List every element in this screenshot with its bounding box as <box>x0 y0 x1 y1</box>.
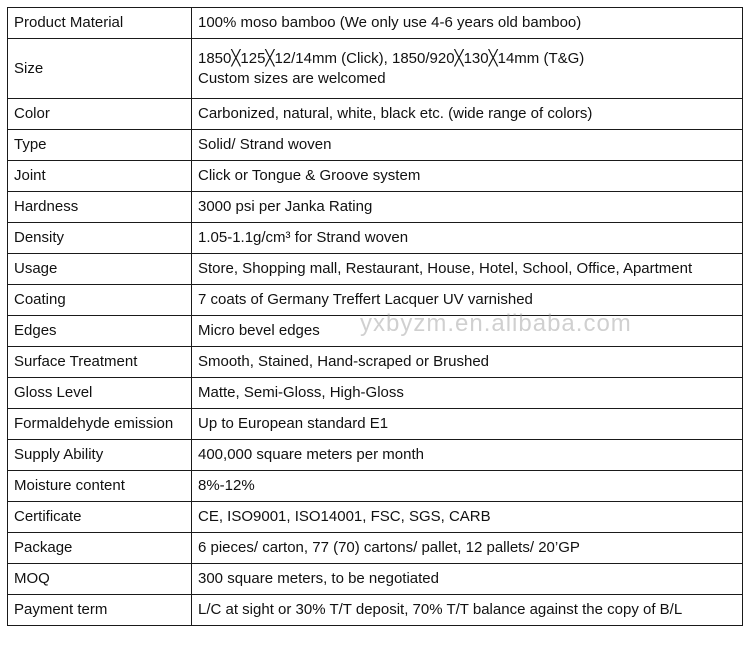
size-custom-note: Custom sizes are welcomed <box>198 69 386 87</box>
row-label-formaldehyde-emission: Formaldehyde emission <box>8 409 192 440</box>
table-row <box>8 285 743 316</box>
row-label-payment-term: Payment term <box>8 595 192 626</box>
row-label-hardness: Hardness <box>8 192 192 223</box>
row-value-hardness: 3000 psi per Janka Rating <box>192 192 743 223</box>
row-value-package: 6 pieces/ carton, 77 (70) cartons/ pallet, 12 pallets/ 20’GP <box>192 533 743 564</box>
row-value-formaldehyde-emission: Up to European standard E1 <box>192 409 743 440</box>
row-value-moq: 300 square meters, to be negotiated <box>192 564 743 595</box>
table-row <box>8 161 743 192</box>
row-label-surface-treatment: Surface Treatment <box>8 347 192 378</box>
row-label-gloss-level: Gloss Level <box>8 378 192 409</box>
row-label-certificate: Certificate <box>8 502 192 533</box>
row-value-gloss-level: Matte, Semi-Gloss, High-Gloss <box>192 378 743 409</box>
row-label-product-material: Product Material <box>8 8 192 39</box>
row-value-payment-term: L/C at sight or 30% T/T deposit, 70% T/T balance against the copy of B/L <box>192 595 743 626</box>
watermark: yxbyzm.en.alibaba.com <box>360 310 632 337</box>
row-value-usage: Store, Shopping mall, Restaurant, House, Hotel, School, Office, Apartment <box>192 254 743 285</box>
row-label-package: Package <box>8 533 192 564</box>
row-label-size: Size <box>8 39 192 99</box>
row-value-type: Solid/ Strand woven <box>192 130 743 161</box>
row-label-moq: MOQ <box>8 564 192 595</box>
row-label-type: Type <box>8 130 192 161</box>
table-row <box>8 347 743 378</box>
size-dimensions: 1850╳125╳12/14mm (Click), 1850/920╳130╳14mm (T&G) <box>198 49 585 67</box>
row-label-moisture-content: Moisture content <box>8 471 192 502</box>
row-label-edges: Edges <box>8 316 192 347</box>
row-value-coating: 7 coats of Germany Treffert Lacquer UV varnished <box>192 285 743 316</box>
table-row <box>8 440 743 471</box>
table-row <box>8 378 743 409</box>
row-value-supply-ability: 400,000 square meters per month <box>192 440 743 471</box>
row-label-coating: Coating <box>8 285 192 316</box>
row-value-size <box>192 39 743 99</box>
row-label-color: Color <box>8 99 192 130</box>
row-value-density: 1.05-1.1g/cm³ for Strand woven <box>192 223 743 254</box>
row-value-product-material: 100% moso bamboo (We only use 4-6 years old bamboo) <box>192 8 743 39</box>
table-row <box>8 502 743 533</box>
product-spec-table <box>7 7 743 626</box>
table-row <box>8 8 743 39</box>
table-row <box>8 564 743 595</box>
table-row <box>8 471 743 502</box>
row-label-usage: Usage <box>8 254 192 285</box>
row-label-density: Density <box>8 223 192 254</box>
row-value-moisture-content: 8%-12% <box>192 471 743 502</box>
table-row <box>8 192 743 223</box>
table-row <box>8 99 743 130</box>
table-row <box>8 316 743 347</box>
table-row <box>8 39 743 99</box>
table-row <box>8 533 743 564</box>
row-value-certificate: CE, ISO9001, ISO14001, FSC, SGS, CARB <box>192 502 743 533</box>
table-row <box>8 254 743 285</box>
row-label-joint: Joint <box>8 161 192 192</box>
row-value-joint: Click or Tongue & Groove system <box>192 161 743 192</box>
table-row <box>8 130 743 161</box>
row-label-supply-ability: Supply Ability <box>8 440 192 471</box>
row-value-edges: Micro bevel edges <box>192 316 743 347</box>
row-value-surface-treatment: Smooth, Stained, Hand-scraped or Brushed <box>192 347 743 378</box>
table-row <box>8 409 743 440</box>
table-row <box>8 223 743 254</box>
table-row <box>8 595 743 626</box>
row-value-color: Carbonized, natural, white, black etc. (wide range of colors) <box>192 99 743 130</box>
